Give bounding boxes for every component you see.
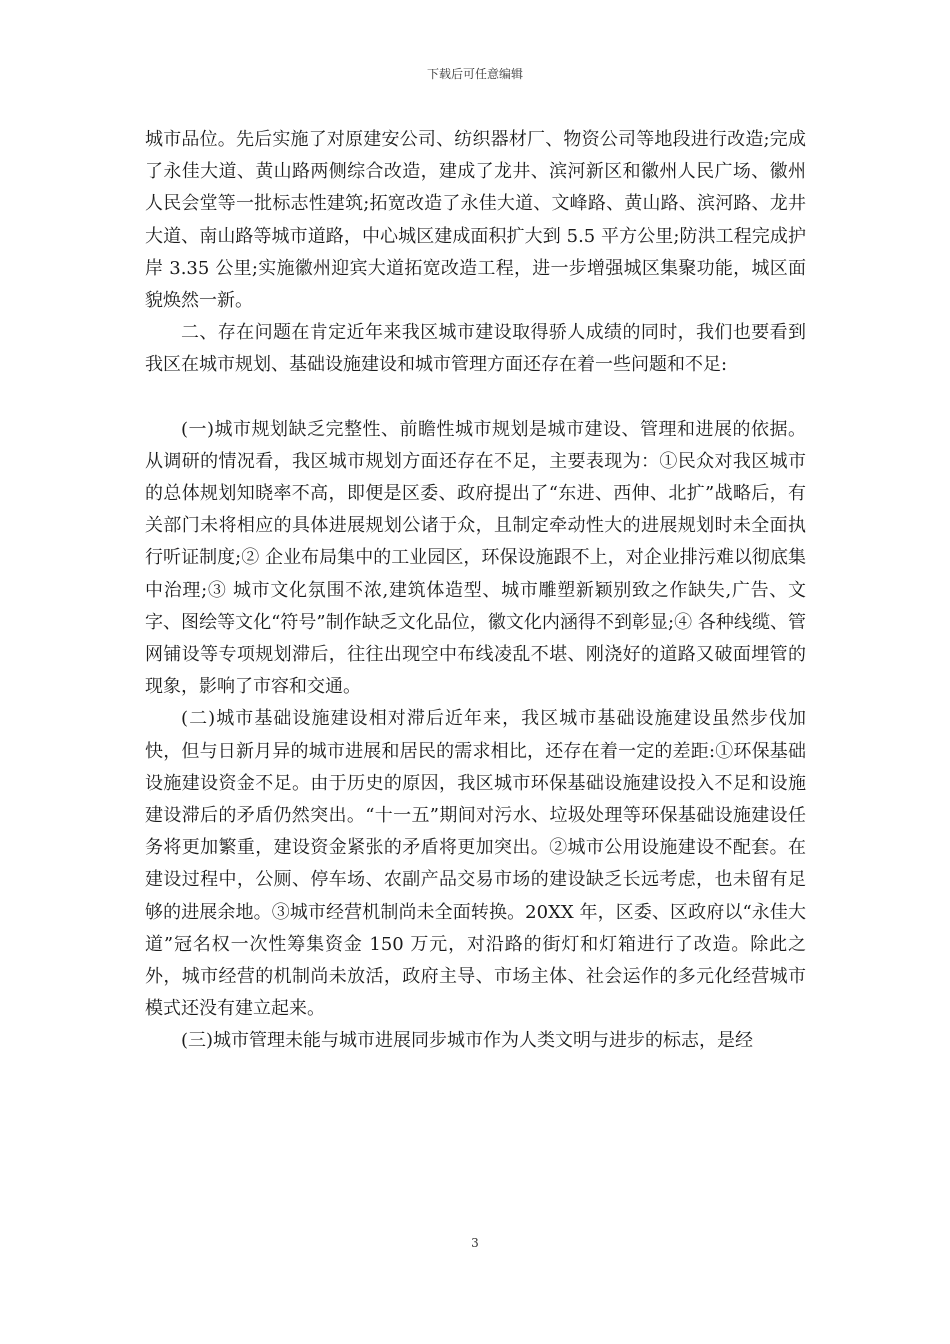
paragraph-infrastructure: (二)城市基础设施建设相对滞后近年来，我区城市基础设施建设虽然步伐加快，但与日新月异的城市进展和居民的需求相比，还存在着一定的差距:①环保基础设施建设资金不足。由于历史的原因，我区城市环保基础设施建设投入不足和设施建设滞后的矛盾仍然突出。“十一五”期间对污水、垃圾处理等环保基础设施建设任务将更加繁重，建设资金紧张的矛盾将更加突出。②城市公用设施建设不配套。在建设过程中，公厕、停车场、农副产品交易市场的建设缺乏长远考虑，也未留有足够的进展余地。③城市经营机制尚未全面转换。20XX 年，区委、区政府以“永佳大道”冠名权一次性筹集资金 150 万元，对沿路的街灯和灯箱进行了改造。除此之外，城市经营的机制尚未放活，政府主导、市场主体、社会运作的多元化经营城市模式还没有建立起来。 xyxy=(145,708,806,1020)
paragraph-urban-management: (三)城市管理未能与城市进展同步城市作为人类文明与进步的标志，是经 xyxy=(181,1030,754,1052)
paragraph-existing-problems: 二、存在问题在肯定近年来我区城市建设取得骄人成绩的同时，我们也要看到我区在城市规划、基础设施建设和城市管理方面还存在着一些问题和不足: xyxy=(145,322,806,376)
page-header-note: 下载后可任意编辑 xyxy=(426,67,523,81)
paragraph-spacer xyxy=(145,382,806,414)
paragraph-urban-planning: (一)城市规划缺乏完整性、前瞻性城市规划是城市建设、管理和进展的依据。从调研的情况看，我区城市规划方面还存在不足，主要表现为：①民众对我区城市的总体规划知晓率不高，即便是区委、政府提出了“东进、西伸、北扩”战略后，有关部门未将相应的具体进展规划公诸于众，且制定牵动性大的进展规划时未全面执行听证制度;② 企业布局集中的工业园区，环保设施跟不上，对企业排污难以彻底集中治理;③ 城市文化氛围不浓,建筑体造型、城市雕塑新颖别致之作缺失,广告、文字、图绘等文化“符号”制作缺乏文化品位，徽文化内涵得不到彰显;④ 各种线缆、管网铺设等专项规划滞后，往往出现空中布线凌乱不堪、刚浇好的道路又破面埋管的现象，影响了市容和交通。 xyxy=(145,418,806,698)
paragraph-urban-quality: 城市品位。先后实施了对原建安公司、纺织器材厂、物资公司等地段进行改造;完成了永佳大道、黄山路两侧综合改造，建成了龙井、滨河新区和徽州人民广场、徽州人民会堂等一批标志性建筑;拓宽改造了永佳大道、文峰路、黄山路、滨河路、龙井大道、南山路等城市道路，中心城区建成面积扩大到 5.5 平方公里;防洪工程完成护岸 3.35 公里;实施徽州迎宾大道拓宽改造工程，进一步增强城区集聚功能，城区面貌焕然一新。 xyxy=(145,129,806,312)
page-number: 3 xyxy=(471,1236,479,1250)
document-body xyxy=(145,124,806,1058)
